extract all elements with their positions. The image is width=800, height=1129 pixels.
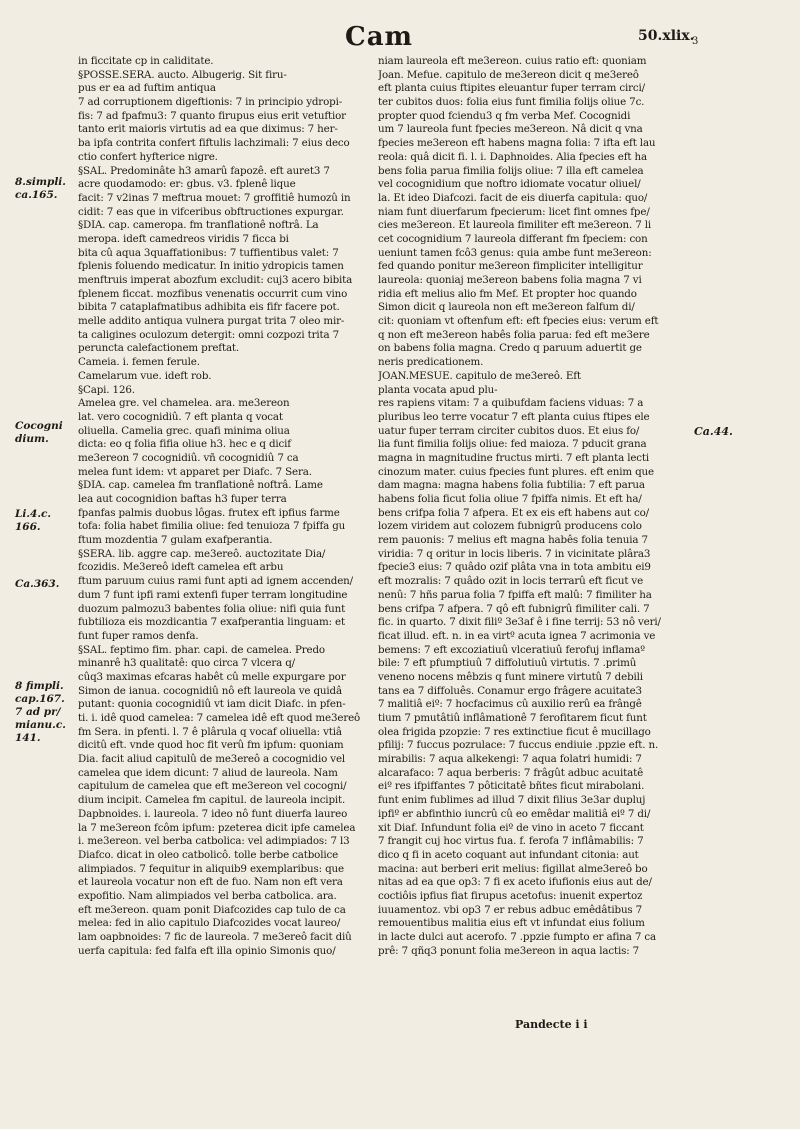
right-line: planta vocata apud plu- — [378, 383, 498, 396]
right-line: uatur fuper terram circiter cubitos duos. Et eius fo/ — [378, 424, 640, 437]
right-line: bemens: 7 eft excoziatiuû vlceratiuû ferofuj inflamaº — [378, 643, 645, 656]
left-line: Diafco. dicat in oleo catbolicô. tolle berbe catbolice — [78, 848, 339, 861]
right-line: lozem viridem aut colozem fubnigrû producens colo — [378, 520, 642, 533]
right-line: niam funt diuerfarum fpecierum: licet fint omnes fpe/ — [378, 205, 650, 218]
right-line: remouentibus malitia eius eft vt infundat eius folium — [378, 917, 645, 930]
right-line: res rapiens vitam: 7 a quibufdam faciens viduas: 7 a — [378, 397, 644, 410]
left-line: dum 7 funt ipfi rami extenfi fuper terram longitudine — [78, 588, 348, 601]
left-line: alimpiados. 7 fequitur in aliquib9 exemplaribus: que — [78, 862, 344, 875]
left-line: ti. i. idê quod camelea: 7 camelea idê eft quod me3ereô — [78, 712, 361, 724]
left-line: Amelea gre. vel chamelea. ara. me3ereon — [78, 397, 290, 410]
right-line: bens crifpa folia 7 afpera. Et ex eis eft habens aut co/ — [378, 506, 649, 519]
left-line: eft me3ereon. quam ponit Diafcozides cap tulo de ca — [78, 903, 346, 916]
right-line: 7 frangit cuj hoc virtus fua. f. ferofa 7 inflâmabilis: 7 — [378, 835, 644, 848]
left-line: peruncta calefactionem preftat. — [78, 342, 240, 355]
right-line: rem pauonis: 7 melius eft magna habês folia tenuia 7 — [378, 534, 648, 547]
right-line: ficat illud. eft. n. in ea virtº acuta ignea 7 acrimonia ve — [378, 629, 656, 642]
left-line: i. me3ereon. vel berba catbolica: vel adimpiados: 7 l3 — [78, 835, 350, 848]
right-line: iuuamentoz. vbi op3 7 er rebus adbuc emêdâtibus 7 — [378, 903, 643, 916]
left-line: facit: 7 v2inas 7 meftrua mouet: 7 groffitiê humozû in — [78, 191, 351, 204]
corner-mark: 3 — [692, 36, 699, 47]
left-line: oliuella. Camelia grec. quafi minima oliua — [78, 424, 290, 437]
left-line: ba ipfa contrita confert fiftulis lachzimali: 7 eius deco — [78, 137, 350, 150]
right-line: cet cocognidium 7 laureola differant fm fpeciem: con — [378, 232, 648, 245]
right-line: reola: quâ dicit fi. l. i. Daphnoides. Alia fpecies eft ha — [378, 150, 647, 163]
right-line: Simon dicit q laureola non eft me3ereon falfum di/ — [378, 301, 635, 314]
left-line: capitulum de camelea que eft me3ereon vel cocogni/ — [78, 780, 347, 793]
left-line: bibita 7 cataplafmatibus adhibita eis fifr facere pot. — [78, 301, 340, 314]
left-line: in ficcitate cp in caliditate. — [78, 55, 214, 67]
left-line: fis: 7 ad fpafmu3: 7 quanto firupus eius erit vetuftior — [78, 109, 346, 122]
right-line: eft planta cuius ftipites eleuantur fuper terram circi/ — [378, 82, 646, 95]
right-line: in lacte dulci aut acerofo. 7 .ppzie fumpto er afina 7 ca — [378, 931, 656, 943]
left-line: cidit: 7 eas que in vifceribus obftructiones expurgar. — [78, 205, 344, 218]
left-line: Simon de ianua. cocognidiû nô eft laureola ve quidâ — [78, 684, 342, 697]
right-line: bile: 7 eft pfumptiuû 7 diffolutiuû virtutis. 7 .primû — [378, 657, 637, 670]
right-line: dico q fi in aceto coquant aut infundant citonia: aut — [378, 848, 639, 861]
right-line: ipfiº er abfinthio iuncrû cû eo emêdar malitiâ eiº 7 di/ — [378, 807, 651, 820]
right-line: Joan. Mefue. capitulo de me3ereon dicit q me3ereô — [378, 68, 639, 81]
right-line: xit Diaf. Infundunt folia eiº de vino in aceto 7 ficcant — [378, 821, 644, 834]
left-line: Camelarum vue. ideft rob. — [78, 369, 212, 382]
right-line: olea frigida pzopzie: 7 res extinctiue ficut ê mucillago — [378, 725, 651, 738]
left-line: melea: fed in alio capitulo Diafcozides vocat laureo/ — [78, 917, 341, 930]
right-line: niam laureola eft me3ereon. cuius ratio eft: quoniam — [378, 55, 647, 67]
right-line: q non eft me3ereon habês folia parua: fed eft me3ere — [378, 328, 650, 341]
left-line: fplenem ficcat. mozfibus venenatis occurrit cum vino — [78, 287, 348, 300]
right-line: habens folia ficut folia oliue 7 fpiffa nimis. Et eft ha/ — [378, 493, 642, 505]
left-line: fplenis foluendo medicatur. In initio ydropicis tamen — [78, 260, 344, 273]
margin-note: Li.4.c. 166. — [15, 508, 52, 533]
right-line: viridia: 7 q oritur in locis liberis. 7 in vicinitate plâra3 — [378, 547, 651, 560]
right-line: laureola: quoniaj me3ereon babens folia magna 7 vi — [378, 274, 642, 286]
right-line: eft mozralis: 7 quâdo ozit in locis terrarû eft ficut ve — [378, 575, 644, 588]
left-line: pus er ea ad fuftim antiqua — [78, 82, 216, 95]
right-line: veneno nocens mêbzis q funt minere virtutû 7 debili — [378, 670, 643, 683]
left-line: fubtilioza eis mozdicantia 7 exafperantia linguam: et — [78, 616, 345, 629]
left-line: fcozidis. Me3ereô ideft camelea eft arbu — [78, 561, 284, 574]
footer-signature: Pandecte i i — [515, 1018, 588, 1031]
margin-note: Cocogni dium. — [15, 420, 63, 445]
left-line: §SAL. feptimo fim. phar. capi. de camelea. Predo — [78, 643, 325, 656]
left-line: §Capi. 126. — [78, 383, 135, 396]
left-line: dium incipit. Camelea fm capitul. de laureola incipit. — [78, 794, 346, 807]
left-line: §DIA. cap. cameropa. fm tranflationê noftrâ. La — [78, 219, 319, 232]
left-line: tofa: folia habet fimilia oliue: fed tenuioza 7 fpiffa gu — [78, 520, 346, 533]
right-line: fic. in quarto. 7 dixit filiº 3e3af ê i fine terrij: 53 nô veri/ — [378, 616, 661, 629]
left-line: ta caligines oculozum detergit: omni cozpozi trita 7 — [78, 328, 339, 341]
right-line: ridia eft melius alio fm Mef. Et propter hoc quando — [378, 287, 637, 300]
margin-note: Ca.363. — [15, 578, 60, 590]
left-line: acre quodamodo: er: gbus. v3. fplenê lique — [78, 178, 296, 191]
left-line: Dapbnoides. i. laureola. 7 ideo nô funt diuerfa laureo — [78, 807, 348, 820]
left-line: §DIA. cap. camelea fm tranflationê noftrâ. Lame — [78, 479, 323, 492]
left-line: putant: quonia cocognidiû vt iam dicit Diafc. in pfen- — [78, 698, 346, 711]
right-line: tans ea 7 diffoluês. Conamur ergo frâgere acuitate3 — [378, 684, 642, 697]
right-line: fed quando ponitur me3ereon fimpliciter intelligitur — [378, 260, 643, 273]
right-line: bens folia parua fimilia folijs oliue: 7 illa eft camelea — [378, 164, 644, 177]
page-title: Cam — [345, 22, 414, 52]
right-line: macina: aut berberi erit melius: figillat alme3ereô bo — [378, 862, 648, 875]
left-line: funt fuper ramos denfa. — [78, 629, 199, 642]
left-line: et laureola vocatur non eft de fuo. Nam non eft vera — [78, 876, 343, 889]
right-line: ueniunt tamen fcô3 genus: quia ambe funt me3ereon: — [378, 246, 652, 259]
right-line: propter quod fciendu3 q fm verba Mef. Cocognidi — [378, 109, 631, 122]
left-line: 7 ad corruptionem digeftionis: 7 in principio ydropi- — [78, 96, 343, 109]
left-line: §SERA. lib. aggre cap. me3ereô. auctozitate Dia/ — [78, 547, 326, 560]
left-line: la 7 me3ereon fcôm ipfum: pzeterea dicit ipfe camelea — [78, 821, 356, 834]
right-margin-note: Ca.44. — [694, 425, 733, 438]
left-line: ftum mozdentia 7 gulam exafperantia. — [78, 534, 273, 547]
left-line: ftum paruum cuius rami funt apti ad ignem accenden/ — [78, 575, 353, 588]
right-line: neris predicationem. — [378, 356, 484, 369]
right-line: cit: quoniam vt oftenfum eft: eft fpecies eius: verum eft — [378, 315, 659, 328]
left-line: dicitû eft. vnde quod hoc fit verû fm ipfum: quoniam — [78, 739, 344, 752]
left-line: minanrê h3 qualitatê: quo circa 7 vlcera q/ — [78, 657, 295, 670]
left-text-column — [78, 55, 372, 958]
right-line: tium 7 pmutâtiû inflâmationê 7 ferofitarem ficut funt — [378, 712, 647, 724]
right-line: cies me3ereon. Et laureola fimiliter eft me3ereon. 7 li — [378, 219, 652, 232]
right-line: magna in magnitudine fructus mirti. 7 eft planta lecti — [378, 451, 650, 464]
right-line: nitas ad ea que op3: 7 fi ex aceto ifufionis eius aut de/ — [378, 876, 652, 889]
right-line: alcarafaco: 7 aqua berberis: 7 frâgût adbuc acuitatê — [378, 766, 644, 779]
right-line: prê: 7 qñq3 ponunt folia me3ereon in aqua lactis: 7 — [378, 944, 640, 957]
left-line: uerfa capitula: fed falfa eft illa opinio Simonis quo/ — [78, 944, 336, 957]
left-line: me3ereon 7 cocognidiû. vñ cocognidiû 7 ca — [78, 451, 299, 464]
right-line: funt enim fublimes ad illud 7 dixit filius 3e3ar dupluj — [378, 794, 646, 807]
right-line: JOAN.MESUE. capitulo de me3ereô. Eft — [378, 369, 581, 382]
left-line: cûq3 maximas efcaras habêt cû melle expurgare por — [78, 670, 346, 683]
margin-note: 8.simpli. ca.165. — [15, 176, 66, 201]
left-line: expofitio. Nam alimpiados vel berba catbolica. ara. — [78, 889, 337, 902]
left-line: melea funt idem: vt apparet per Diafc. 7 Sera. — [78, 465, 312, 478]
right-line: pfilij: 7 fuccus pozrulace: 7 fuccus endiuie .ppzie eft. n. — [378, 739, 659, 752]
left-line: camelea que idem dicunt: 7 aliud de laureola. Nam — [78, 766, 338, 779]
left-line: fpanfas palmis duobus lôgas. frutex eft ipfius farme — [78, 506, 340, 519]
right-line: eiº res ifpiffantes 7 pôticitatê bñtes ficut mirabolani. — [378, 780, 645, 793]
right-line: mirabilis: 7 aqua alkekengi: 7 aqua folatri humidi: 7 — [378, 753, 642, 766]
left-line: fm Sera. in pfenti. l. 7 ê plârula q vocaf oliuella: vtiâ — [78, 725, 342, 738]
left-line: meropa. ideft camedreos viridis 7 ficca bi — [78, 232, 289, 245]
right-text-column — [378, 55, 684, 958]
right-line: on babens folia magna. Credo q paruum aduertit ge — [378, 342, 642, 355]
left-line: tanto erit maioris virtutis ad ea que diximus: 7 her- — [78, 123, 338, 136]
right-line: nenû: 7 hñs parua folia 7 fpiffa eft malû: 7 fimiliter ha — [378, 588, 652, 601]
right-line: 7 malitiâ eiº: 7 hocfacimus cû auxilio rerû ea frângê — [378, 698, 642, 711]
left-line: dicta: eo q folia fifia oliue h3. hec e q dicif — [78, 438, 291, 451]
left-line: Dia. facit aliud capitulû de me3ereô a cocognidio vel — [78, 753, 346, 766]
right-line: coctiôis ipfius fiat firupus acetofus: inuenit expertoz — [378, 889, 643, 902]
margin-note: 8 fimpli. cap.167. 7 ad pr/ mianu.c. 141. — [15, 680, 66, 744]
right-line: ter cubitos duos: folia eius funt fimilia folijs oliue 7c. — [378, 96, 645, 109]
right-line: dam magna: magna habens folia fubtilia: 7 eft parua — [378, 479, 645, 492]
right-line: vel cocognidium que noftro idiomate vocatur oliuel/ — [378, 178, 641, 191]
left-line: §POSSE.SERA. aucto. Albugerig. Sit firu- — [78, 68, 287, 81]
right-line: cinozum mater. cuius fpecies funt plures. eft enim que — [378, 465, 654, 478]
left-line: Cameia. i. femen ferule. — [78, 356, 200, 369]
right-line: um 7 laureola funt fpecies me3ereon. Nâ dicit q vna — [378, 123, 643, 136]
left-line: lea aut cocognidion baftas h3 fuper terra — [78, 493, 287, 505]
right-line: bens crifpa 7 afpera. 7 qô eft fubnigrû fimiliter cali. 7 — [378, 602, 650, 615]
left-line: §SAL. Predominâte h3 amarû fapozê. eft auret3 7 — [78, 164, 330, 177]
left-line: menftruis imperat abozfum excludit: cuj3 acero bibita — [78, 274, 353, 286]
right-line: fpecie3 eius: 7 quâdo ozif plâta vna in tota ambitu ei9 — [378, 561, 651, 574]
right-line: fpecies me3ereon eft habens magna folia: 7 ifta eft lau — [378, 137, 656, 150]
left-line: lam oapbnoides: 7 fic de laureola. 7 me3ereô facit diû — [78, 931, 352, 943]
left-line: melle addito antiqua vulnera purgat trita 7 oleo mir- — [78, 315, 345, 328]
left-line: ctio confert hyfterice nigre. — [78, 150, 218, 163]
folio-number: 50.xlix. — [638, 28, 695, 44]
right-line: la. Et ideo Diafcozi. facit de eis diuerfa capitula: quo/ — [378, 191, 648, 204]
left-line: lat. vero cocognidiû. 7 eft planta q vocat — [78, 410, 283, 423]
left-line: bita cû aqua 3quaffationibus: 7 tuffientibus valet: 7 — [78, 246, 339, 259]
left-line: duozum palmozu3 babentes folia oliue: nifi quia funt — [78, 602, 346, 615]
right-line: pluribus leo terre vocatur 7 eft planta cuius ftipes ele — [378, 410, 650, 423]
right-line: lia funt fimilia folijs oliue: fed maioza. 7 pducit grana — [378, 438, 647, 451]
